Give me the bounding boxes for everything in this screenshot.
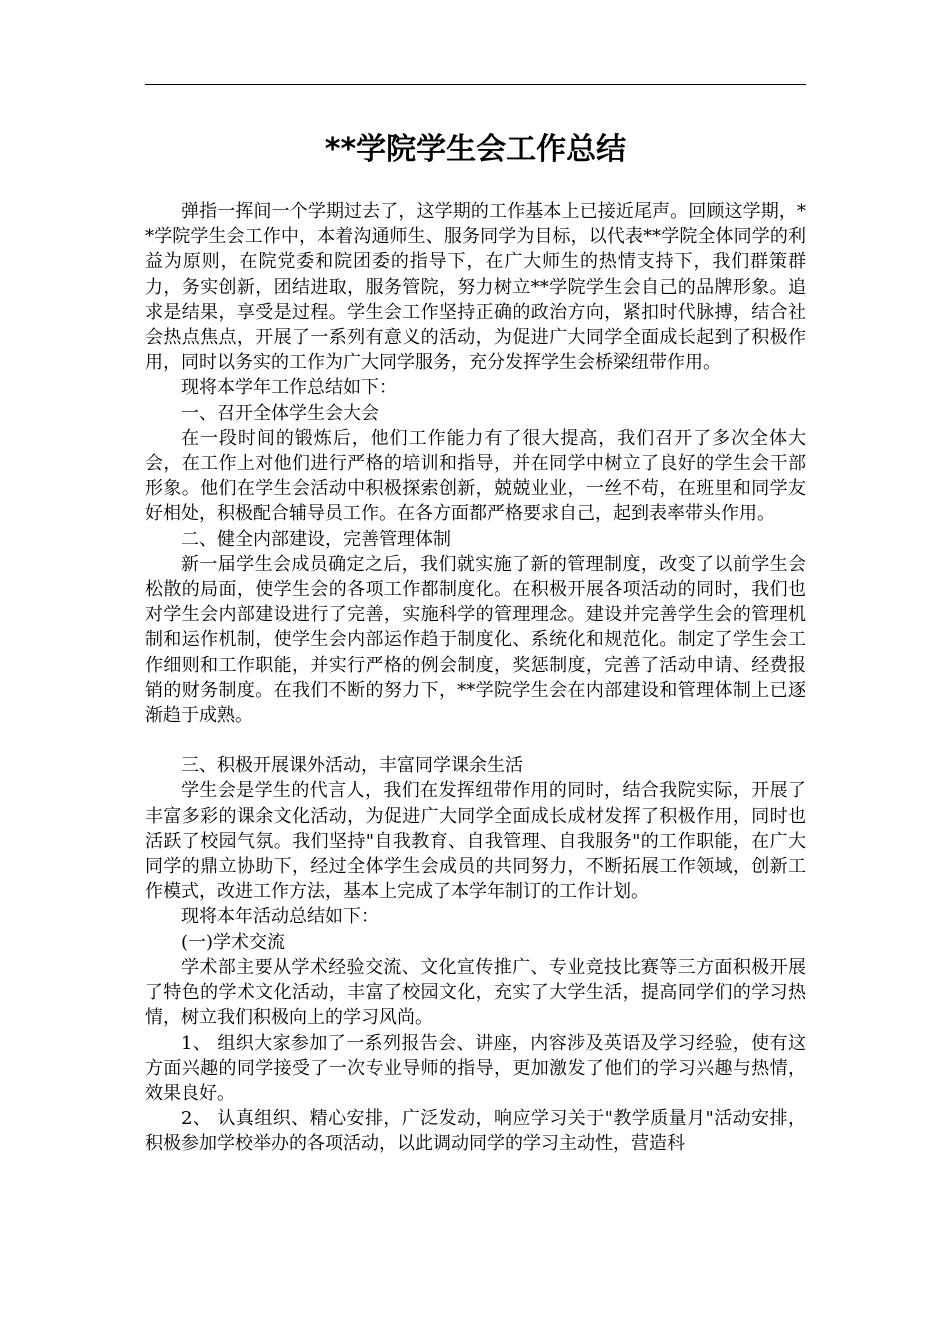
paragraph-section-1: 在一段时间的锻炼后，他们工作能力有了很大提高，我们召开了多次全体大会，在工作上对他们进行严格的培训和指导，并在同学中树立了良好的学生会干部形象。他们在学生会活动中积极探索创新，兢兢业业，一丝不苟，在班里和同学友好相处，积极配合辅导员工作。在各方面都严格要求自己，起到表率带头作用。 [145, 427, 806, 525]
paragraph-activities-lead: 现将本年活动总结如下： [181, 906, 379, 928]
paragraph-intro: 弹指一挥间一个学期过去了，这学期的工作基本上已接近尾声。回顾这学期，**学院学生会工作中，本着沟通师生、服务同学为目标，以代表**学院全体同学的利益为原则，在院党委和院团委的指导下，在广大师生的热情支持下，我们群策群力，务实创新，团结进取，服务管院，努力树立**学院学生会自己的品牌形象。追求是结果，享受是过程。学生会工作坚持正确的政治方向，紧扣时代脉搏，结合社会热点焦点，开展了一系列有意义的活动，为促进广大同学全面成长起到了积极作用，同时以务实的工作为广大同学服务，充分发挥学生会桥梁纽带作用。 [145, 201, 806, 374]
section-heading-2: 二、健全内部建设，完善管理体制 [181, 528, 451, 550]
list-item-2: 2、 认真组织、精心安排，广泛发动，响应学习关于"教学质量月"活动安排，积极参加学校举办的各项活动，以此调动同学的学习主动性，营造科 [145, 1108, 806, 1155]
paragraph-academic: 学术部主要从学术经验交流、文化宣传推广、专业竞技比赛等三方面积极开展了特色的学术文化活动，丰富了校园文化，充实了大学生活，提高同学们的学习热情，树立我们积极向上的学习风尚。 [145, 956, 806, 1029]
paragraph-section-3: 学生会是学生的代言人，我们在发挥纽带作用的同时，结合我院实际，开展了丰富多彩的课余文化活动，为促进广大同学全面成长成材发挥了积极作用，同时也活跃了校园气氛。我们坚持"自我教育、自我管理、自我服务"的工作职能，在广大同学的鼎立协助下，经过全体学生会成员的共同努力，不断拓展工作领域，创新工作模式，改进工作方法，基本上完成了本学年制订的工作计划。 [145, 780, 806, 903]
paragraph-summary-lead: 现将本学年工作总结如下： [181, 377, 397, 399]
section-heading-3: 三、积极开展课外活动，丰富同学课余生活 [181, 755, 523, 777]
section-heading-1: 一、召开全体学生会大会 [181, 402, 379, 424]
paragraph-section-2: 新一届学生会成员确定之后，我们就实施了新的管理制度，改变了以前学生会松散的局面，使学生会的各项工作都制度化。在积极开展各项活动的同时，我们也对学生会内部建设进行了完善，实施科学的管理理念。建设并完善学生会的管理机制和运作机制，使学生会内部运作趋于制度化、系统化和规范化。制定了学生会工作细则和工作职能，并实行严格的例会制度，奖惩制度，完善了活动申请、经费报销的财务制度。在我们不断的努力下，**学院学生会在内部建设和管理体制上已逐渐趋于成熟。 [145, 553, 806, 727]
document-body [145, 199, 806, 1157]
page-title: **学院学生会工作总结 [324, 132, 627, 167]
header-rule [145, 84, 806, 85]
list-item-1: 1、 组织大家参加了一系列报告会、讲座，内容涉及英语及学习经验，使有这方面兴趣的同学接受了一次专业导师的指导，更加激发了他们的学习兴趣与热情，效果良好。 [145, 1032, 806, 1104]
subsection-heading-academic: (一)学术交流 [181, 931, 286, 953]
